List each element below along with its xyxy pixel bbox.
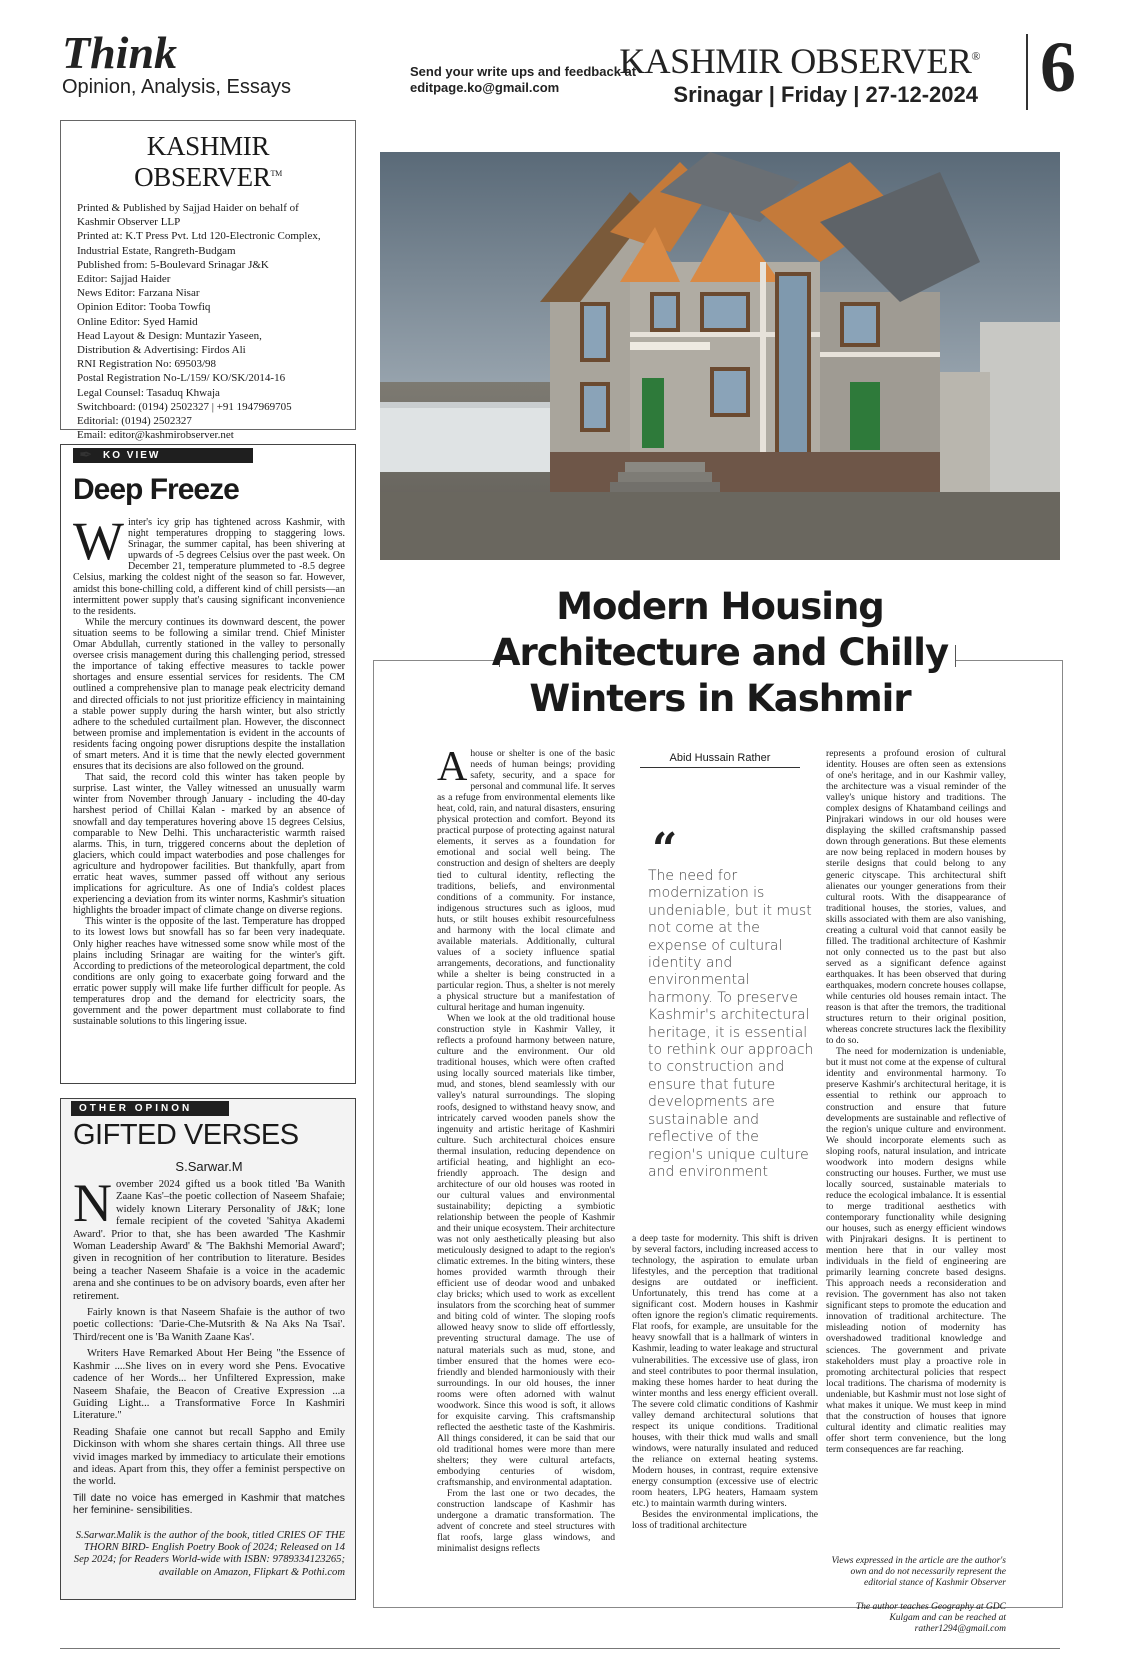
other-opinion-tag: OTHER OPINON: [71, 1101, 229, 1116]
ko-view-editorial: [60, 444, 356, 1084]
feedback-text: Send your write ups and feedback at: [410, 64, 637, 79]
imprint-line: Opinion Editor: Tooba Towfiq: [77, 301, 211, 314]
imprint-logo: [77, 131, 339, 193]
imprint-line: Distribution & Advertising: Firdos Ali: [77, 344, 246, 357]
other-opinion-body: [73, 1173, 345, 1583]
article-byline: Abid Hussain Rather: [640, 752, 800, 768]
imprint-line: Printed at: K.T Press Pvt. Ltd 120-Electronic Complex,: [77, 230, 321, 243]
feedback-note: [410, 64, 636, 96]
imprint-line: Published from: 5-Boulevard Srinagar J&K: [77, 258, 269, 271]
other-opinion-author: S.Sarwar.M: [175, 1159, 243, 1174]
editorial-title: Deep Freeze: [73, 473, 239, 506]
article-paragraph: When we look at the old traditional house construction style in Kashmir Valley, it reflects a profound harmony between nature, culture and the environment. Our old traditional houses, which were often crafted using locally sourced materials like timber, mud, and stones, blend seamlessly with our valley's natural surroundings. The sloping roofs, designed to withstand heavy snow, and intricately carved wooden panels show the ingenuity and artistic heritage of Kashmiri culture. Such architectural choices ensure thermal insulation, reducing dependence on artificial heating, and highlight an eco-friendly approach. The design and architecture of our old houses was rooted in our cultural values and environmental sustainability; depicting a symbiotic relationship between the people of Kashmir and their unique ecosystem. Their architecture was not only aesthetically pleasing but also meticulously designed to adapt to the region's climatic extremes. In the biting winters, these homes provided warmth through their efficient use of deodar wood and unbaked clay bricks; which used to work as excellent insulators from the scorching heat of summer and biting cold of winter. The sloping roofs allowed heavy snow to slide off effortlessly, preventing structural damage. The use of natural materials such as mud, stone, and timber ensured that the homes were eco-friendly and blended harmoniously with their surroundings. In our old houses, the inner rooms were often adorned with walnut woodwork. Since this wood is soft, it allows for exquisite carving. This craftsmanship reflected the aesthetic taste of the Kashmiris. All things considered, it can be said that our old traditional homes were more than mere shelters; they were cultural artefacts, embodying centuries of wisdom, craftsmanship, and environmental adaptation.: [437, 1013, 615, 1489]
editorial-paragraph: [73, 511, 345, 617]
article-column-1: [437, 744, 615, 1555]
imprint-line: Editor: Sajjad Haider: [77, 273, 171, 286]
imprint-line: Kashmir Observer LLP: [77, 216, 181, 229]
other-opinion-paragraph: [73, 1173, 345, 1303]
article-paragraph: Besides the environmental implications, the loss of traditional architecture: [632, 1509, 818, 1532]
section-subtitle: Opinion, Analysis, Essays: [62, 76, 291, 98]
imprint-box: [60, 120, 356, 442]
imprint-line: Online Editor: Syed Hamid: [77, 315, 198, 328]
pen-icon: ✒: [79, 445, 93, 464]
house-photo: [380, 152, 1060, 560]
masthead: [619, 40, 980, 82]
editorial-paragraph: That said, the record cold this winter has taken people by surprise. Last winter, the Valley witnessed an unusually warm winter from November through January - including the 40-day harshest period of Chillai Kalan - marked by an absence of snowfall and day temperatures hovering above 15 degrees Celsius, comparable to New Delhi. This uncharacteristic warmth raised alarms. This, in turn, triggered concerns about the depletion of glaciers, which could impact waterbodies and pose challenges for agriculture and hydropower facilities. But thankfully, apart from erratic heat waves, summer passed off without any serious implications for agriculture. As one of India's coldest places experiencing a deviation from its winter norms, Kashmir's situation highlights the broader impact of climate change on diverse regions.: [73, 772, 345, 917]
masthead-mark: ®: [971, 49, 980, 63]
editorial-paragraph: This winter is the opposite of the last. Temperature has dropped to its lowest lows but snowfall has so far been very inadequate. Only higher reaches have witnessed some snow while most of the plains including Srinagar are waiting for the winter's gift. According to predictions of the meteorological department, the cold conditions are only going to exacerbate going forward and the erratic power supply will make life further difficult for people. As temperatures drop and the demand for electricity soars, the government and the power department must collaborate to find sustainable solutions to this lingering issue.: [73, 916, 345, 1028]
page-number: 6: [1040, 27, 1076, 107]
imprint-logo-mark: TM: [270, 169, 282, 178]
section-title: Think: [62, 27, 178, 78]
other-opinion-paragraph: Writers Have Remarked About Her Being "the Essence of Kashmir ....She lives on in every word she Pens. Evocative cadence of her Words... her Unfiltered Expression, make Naseem Shafaie, the Beacon of Creative Expression ...a Guiding Light... a Transformative Force In Kashmiri Literature.": [73, 1348, 345, 1422]
article-paragraph: The need for modernization is undeniable, but it must not come at the expense of cultural identity and environmental harmony. To preserve Kashmir's architectural heritage, it is essential to rethink our approach to construction and ensure that future developments are sustainable and reflective of the region's unique culture and environment. We should incorporate elements such as sloping roofs, natural insulation, and intricate woodwork into modern designs while constructing our houses. Further, we must use locally sourced, sustainable materials to reduce the ecological imbalance. It is essential to merge traditional aesthetics with contemporary functionality while designing our houses, such as energy efficient windows with Pinjrakari designs. It is pertinent to mention here that in our valley most individuals in the field of engineering are primarily learning concrete based designs. This approach needs a reconsideration and revision. The government has also not taken significant steps to promote the education and innovation of traditional architecture. The misleading notion of modernity has overshadowed traditional knowledge and sciences. The government and private stakeholders must play a proactive role in promoting architectural policies that respect local traditions. The charisma of modernity is undeniable, but Kashmir must not lose sight of what makes it unique. We must keep in mind that the construction of houses that ignore cultural identity and climatic realities may offer short term convenience, but the long term consequences are far reaching.: [826, 1046, 1006, 1455]
imprint-logo-name: KASHMIR OBSERVER: [134, 131, 271, 192]
imprint-line: Postal Registration No-L/159/ KO/SK/2014-16: [77, 372, 286, 385]
article-dropcap: A: [437, 744, 468, 790]
article-paragraph: represents a profound erosion of cultural identity. Houses are often seen as extensions of one's heritage, and in our Kashmir valley, the architecture was a visual reminder of the valley's unique history and traditions. The complex designs of Khatamband ceilings and Pinjrakari windows in our old houses were displaying the skilled craftsmanship passed down through generations. But these elements are now being replaced in modern houses by sterile designs that could belong to any generic cityscape. This architectural shift alienates our younger generations from their cultural roots. With the disappearance of traditional houses, the stories, values, and skills associated with them are also vanishing, creating a cultural void that cannot easily be filled. The traditional architecture of Kashmir not only connected us to the past but also served as a significant defence against earthquakes. It has been observed that during earthquakes, modern concrete houses collapse, while centuries old houses remain intact. The reason is that after the tremors, the traditional structures return to their original position, whereas concrete structures lack the flexibility to do so.: [826, 748, 1006, 1047]
editorial-paragraph: While the mercury continues its downward descent, the power situation seems to be following a similar trend. Chief Minister Omar Abdullah, currently stationed in the valley to personally oversee crisis management during this challenging period, stressed the importance of taking effective measures to tackle power shortages and ensure essential services for residents. The CM outlined a comprehensive plan to manage peak electricity demand and directed officials to not just prioritize efficiency in maintaining a stable power supply during the harsh winter, but also strictly adhere to the scheduled curtailment plan. However, the disconnect between promise and implementation is evident in the accounts of residents facing ongoing power disruptions despite the installation of smart meters. And it is time that the newly elected government ensures that its decisions are also followed on the ground.: [73, 616, 345, 773]
other-opinion-box: [60, 1098, 356, 1600]
editorial-body: [73, 511, 345, 1028]
quote-icon: “: [652, 824, 678, 875]
article-disclaimer: Views expressed in the article are the author's own and do not necessarily represent the editorial stance of Kashmir Observer: [831, 1556, 1006, 1588]
editorial-paragraph-text: inter's icy grip has tightened across Kashmir, with night temperatures dropping to staggering lows. Srinagar, the summer capital, has been shivering at upwards of -5 degrees Celsius over the past week. On December 21, temperature plummeted to -8.5 degree Celsius, marking the coldest night of the season so far. However, amidst this bone-chilling cold, a different kind of chill persists—an intermittent power supply that's causing significant inconvenience to the residents.: [73, 517, 345, 617]
imprint-lines: [77, 201, 339, 442]
feedback-email: editpage.ko@gmail.com: [410, 80, 560, 95]
imprint-line: Head Layout & Design: Muntazir Yaseen,: [77, 329, 262, 342]
house-illustration: [380, 152, 1060, 560]
article-paragraph: From the last one or two decades, the construction landscape of Kashmir has undergone a dramatic transformation. The advent of concrete and steel structures with flat roofs, large glass windows, and minimalist designs reflects: [437, 1488, 615, 1555]
imprint-line: Switchboard: (0194) 2502327 | +91 1947969705: [77, 400, 292, 413]
imprint-line: Email: editor@kashmirobserver.net: [77, 429, 234, 442]
article-headline: Modern Housing Architecture and Chilly Winters in Kashmir: [491, 585, 949, 720]
header-divider: [1026, 34, 1028, 110]
other-opinion-dropcap: N: [73, 1173, 112, 1233]
other-opinion-paragraph: Fairly known is that Naseem Shafaie is the author of two poetic collections: 'Darie-Che-Mutsrith & Na Aks Na Tsai'. Third/recent one is 'Ba Wanith Zaane Kas'.: [73, 1307, 345, 1343]
masthead-name: KASHMIR OBSERVER: [619, 41, 972, 81]
other-opinion-paragraph: Till date no voice has emerged in Kashmir that matches her feminine- sensibilities.: [73, 1492, 345, 1517]
imprint-line: Editorial: (0194) 2502327: [77, 415, 192, 428]
article-paragraph: [437, 744, 615, 1014]
other-opinion-paragraph-text: ovember 2024 gifted us a book titled 'Ba Wanith Zaane Kas'–the poetic collection of Naseem Shafaie; widely known Literary Personality of J&K; lone female recipient of the coveted 'Sahitya Akademi Award'. Prior to that, she has been awarded 'The Kashmir Woman Leadership Award' & 'The Bakhshi Memorial Award'; given in recognition of her contribution to literature. Besides being a teacher Naseem Shafaie is a voice in the academic arena and she continues to be on advisory boards, even after her retirement.: [73, 1179, 345, 1302]
other-opinion-bio: S.Sarwar.Malik is the author of the book, titled CRIES OF THE THORN BIRD- English Poetry Book of 2024; Released on 14 Sep 2024; for Readers World-wide with ISBN: 9789334123265; available on Amazon, Flipkart & Pothi.com: [73, 1529, 345, 1578]
article-column-2: [632, 1233, 818, 1531]
article-column-3: [826, 748, 1006, 1455]
other-opinion-title: GIFTED VERSES: [73, 1119, 299, 1151]
imprint-line: Printed & Published by Sajjad Haider on behalf of: [77, 202, 299, 214]
footer-rule: [60, 1648, 1060, 1649]
pull-quote: The need for modernization is undeniable, but it must not come at the expense of cultural identity and environmental harmony. To preserve Kashmir's architectural heritage, it is essential to rethink our approach to construction and ensure that future developments are sustainable and reflective of the region's unique culture and environment: [648, 868, 814, 1180]
dateline: Srinagar | Friday | 27-12-2024: [673, 82, 978, 107]
article-paragraph-text: house or shelter is one of the basic needs of human beings; providing safety, security, and a space for personal and communal life. It serves as a refuge from environmental elements like heat, cold, rain, and natural disasters, ensuring physical protection and comfort. Beyond its practical purpose of protecting against natural elements, it serves as a foundation for emotional and social well being. The construction and design of shelters are deeply tied to cultural identity, reflecting the traditions, beliefs, and environmental conditions of a community. For instance, indigenous structures such as igloos, mud huts, or stilt houses exhibit resourcefulness and harmony with the local climate and available materials. Additionally, cultural values of a society influence spatial arrangements, decorations, and functionality while a shelter is being constructed in a particular region. Thus, a shelter is not merely a physical structure but a manifestation of cultural heritage and human ingenuity.: [437, 748, 615, 1014]
other-opinion-paragraph: Reading Shafaie one cannot but recall Sappho and Emily Dickinson with whom she shares certain things. All three use vivid images marked by immediacy to articulate their emotions and ideas. Apart from this, they offer a feminist perspective on the world.: [73, 1426, 345, 1488]
author-note: The author teaches Geography at GDC Kulgam and can be reached at rather1294@gmail.com: [855, 1602, 1006, 1634]
imprint-line: RNI Registration No: 69503/98: [77, 358, 217, 371]
imprint-line: Legal Counsel: Tasaduq Khwaja: [77, 386, 220, 399]
editorial-dropcap: W: [73, 511, 124, 571]
imprint-line: News Editor: Farzana Nisar: [77, 287, 200, 300]
article-paragraph: a deep taste for modernity. This shift is driven by several factors, including increased access to technology, the aspiration to emulate urban lifestyles, and the perception that traditional designs are outdated or inefficient. Unfortunately, this trend has come at a significant cost. Modern houses in Kashmir often ignore the region's climatic requirements. Flat roofs, for example, are unsuitable for the heavy snowfall that is a hallmark of winters in Kashmir, leading to water leakage and structural vulnerabilities. The excessive use of glass, iron and steel contributes to poor thermal insulation, making these homes harder to heat during the winter months and less energy efficient overall. The severe cold climatic conditions of Kashmir valley demand architectural solutions that respect its unique conditions. Traditional houses, with their thick mud walls and small windows, were naturally insulated and reduced the reliance on external heating systems. Modern houses, in contrast, require extensive energy consumption (excessive use of electric room heaters, LPG heaters, Hamaam system etc.) to maintain warmth during winters.: [632, 1233, 818, 1510]
imprint-line: Industrial Estate, Rangreth-Budgam: [77, 244, 236, 257]
ko-view-tag: KO VIEW: [73, 448, 253, 463]
